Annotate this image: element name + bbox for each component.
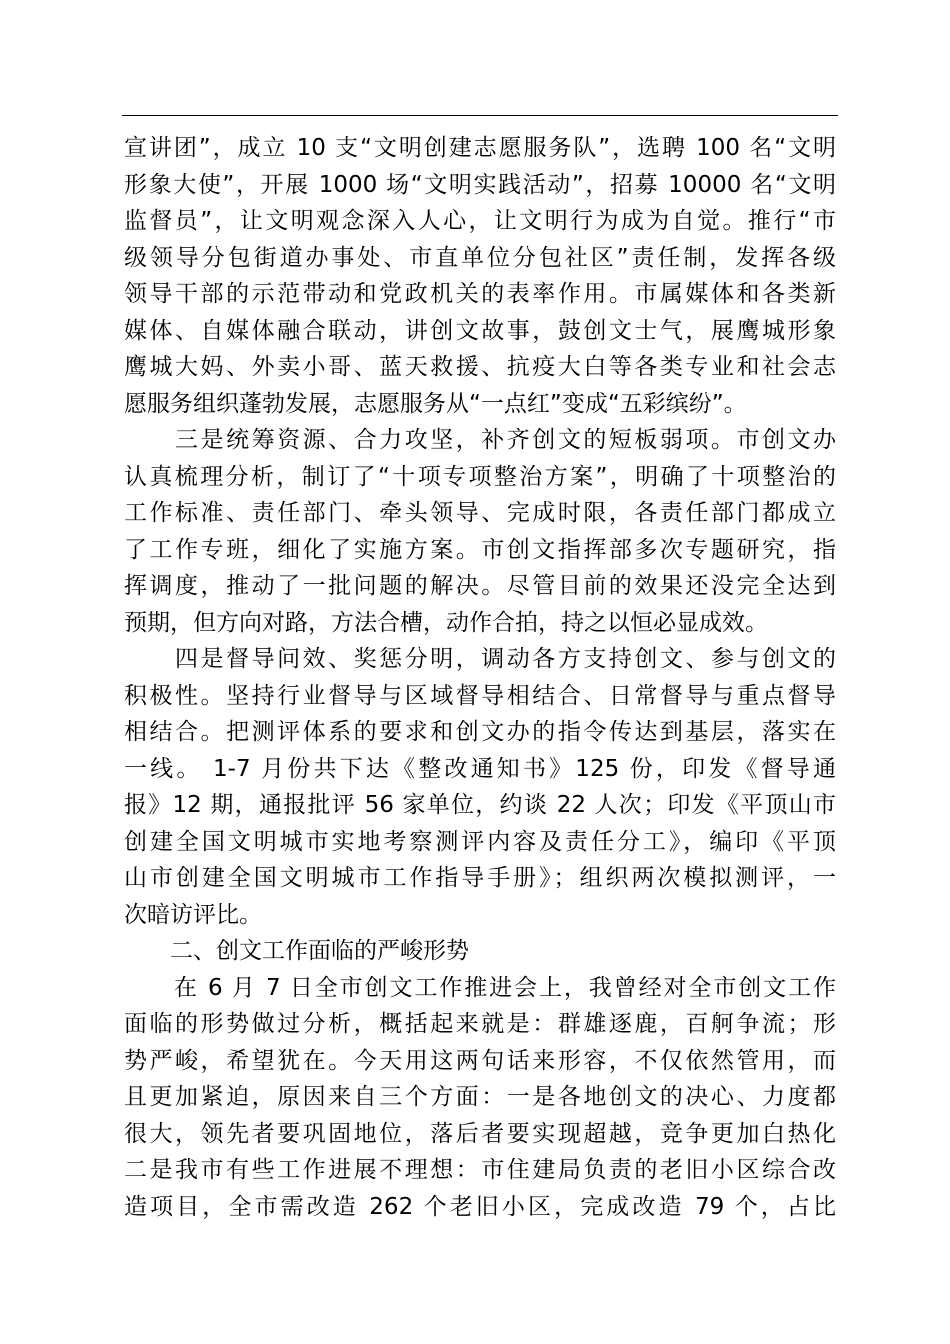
text-line: 挥调度，推动了一批问题的解决。尽管目前的效果还没完全达到 [124, 573, 836, 599]
text-line: 级领导分包街道办事处、市直单位分包社区”责任制，发挥各级 [124, 244, 836, 271]
text-line: 监督员”，让文明观念深入人心，让文明行为成为自觉。推行“市 [124, 208, 836, 234]
text-line: 造项目，全市需改造 262 个老旧小区，完成改造 79 个，占比 [124, 1193, 836, 1220]
text-line: 且更加紧迫，原因来自三个方面：一是各地创文的决心、力度都 [124, 1084, 836, 1110]
text-line: 二是我市有些工作进展不理想：市住建局负责的老旧小区综合改 [124, 1157, 836, 1183]
text-line: 了工作专班，细化了实施方案。市创文指挥部多次专题研究，指 [124, 536, 836, 563]
paragraph [124, 130, 836, 422]
text-line: 次暗访评比。 [124, 901, 262, 928]
text-line: 很大，领先者要巩固地位，落后者要实现超越，竞争更加白热化 [124, 1120, 836, 1147]
text-line: 积极性。坚持行业督导与区域督导相结合、日常督导与重点督导 [124, 682, 836, 709]
text-line: 势严峻，希望犹在。今天用这两句话来形容，不仅依然管用，而 [124, 1047, 836, 1074]
text-line: 面临的形势做过分析，概括起来就是：群雄逐鹿，百舸争流；形 [124, 1011, 836, 1037]
text-line: 山市创建全国文明城市工作指导手册》；组织两次模拟测评，一 [124, 865, 836, 891]
text-line: 宣讲团”，成立 10 支“文明创建志愿服务队”，选聘 100 名“文明 [124, 135, 836, 161]
text-line: 在 6 月 7 日全市创文工作推进会上，我曾经对全市创文工作 [124, 974, 836, 1001]
text-line: 形象大使”，开展 1000 场“文明实践活动”，招募 10000 名“文明 [124, 171, 836, 198]
text-line: 二、创文工作面临的严峻形势 [124, 938, 469, 964]
text-line: 创建全国文明城市实地考察测评内容及责任分工》，编印《平顶 [124, 828, 836, 855]
text-line: 愿服务组织蓬勃发展，志愿服务从“一点红”变成“五彩缤纷”。 [124, 390, 747, 417]
paragraph [124, 970, 836, 1226]
text-line: 一线。 1-7 月份共下达《整改通知书》125 份，印发《督导通 [124, 755, 836, 782]
header-rule [122, 115, 838, 116]
text-line: 认真梳理分析，制订了“十项专项整治方案”，明确了十项整治的 [124, 463, 836, 490]
text-line: 相结合。把测评体系的要求和创文办的指令传达到基层，落实在 [124, 719, 836, 745]
text-line: 鹰城大妈、外卖小哥、蓝天救援、抗疫大白等各类专业和社会志 [124, 354, 836, 380]
text-line: 报》12 期，通报批评 56 家单位，约谈 22 人次；印发《平顶山市 [124, 792, 836, 818]
text-line: 三是统筹资源、合力攻坚，补齐创文的短板弱项。市创文办 [124, 427, 836, 453]
text-line: 领导干部的示范带动和党政机关的表率作用。市属媒体和各类新 [124, 281, 836, 307]
paragraph [124, 422, 836, 641]
text-line: 工作标准、责任部门、牵头领导、完成时限，各责任部门都成立 [124, 500, 836, 526]
document-body [124, 130, 836, 1225]
section-heading [124, 933, 836, 970]
text-line: 四是督导问效、奖惩分明，调动各方支持创文、参与创文的 [124, 646, 836, 672]
paragraph [124, 641, 836, 933]
text-line: 媒体、自媒体融合联动，讲创文故事，鼓创文士气，展鹰城形象 [124, 317, 836, 344]
text-line: 预期，但方向对路，方法合槽，动作合拍，持之以恒必显成效。 [124, 609, 768, 636]
